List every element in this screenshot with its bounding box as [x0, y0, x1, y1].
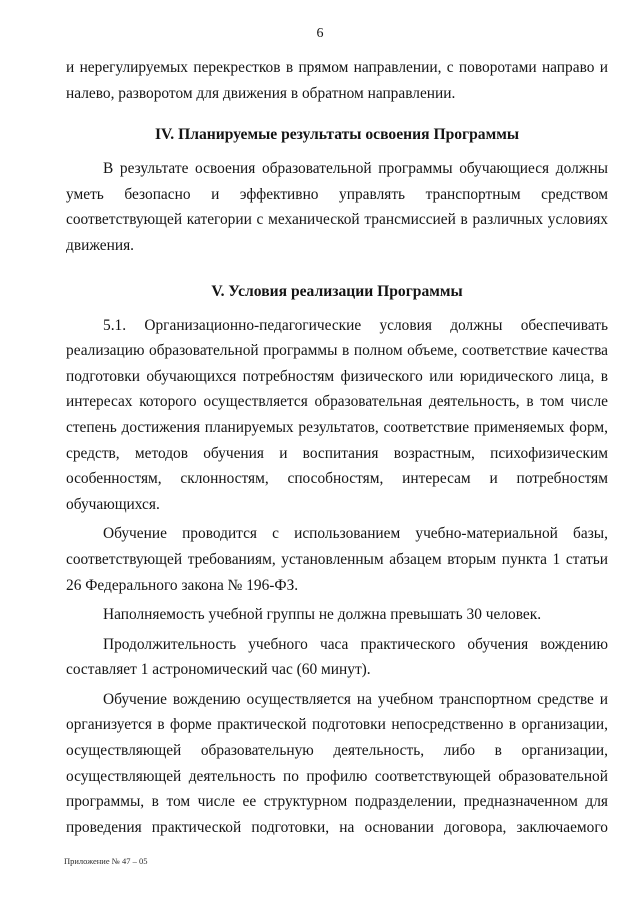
section-5-paragraph-2: Обучение проводится с использованием учебно-материальной базы, соответствующей требованиям, установленным абзацем вторым пункта 1 статьи 26 Федерального закона № 196-ФЗ. [66, 525, 608, 594]
section-5-paragraph-1: 5.1. Организационно-педагогические условия должны обеспечивать реализацию образовательной программы в полном объеме, соответствие качества подготовки обучающихся потребностям физического или юридического лица, в интересах которого осуществляется образовательная деятельность, в том числе степень достижения планируемых результатов, соответствие применяемых форм, средств, методов обучения и воспитания возрастным, психофизическим особенностям, склонностям, способностям, интересам и потребностям обучающихся. [66, 316, 608, 513]
section-5-paragraph-5: Обучение вождению осуществляется на учебном транспортном средстве и организуется в форме практической подготовки непосредственно в организации, осуществляющей образовательную деятельность, либо в организации, осуществляющей деятельность по профилю соответствующей образовательной программы, в том числе ее структурном подразделении, предназначенном для проведения практической подготовки, на основании договора, заключаемого [66, 690, 608, 836]
page-number: 6 [316, 26, 324, 41]
document-body [66, 55, 608, 844]
footer-note: Приложение № 47 – 05 [64, 856, 148, 866]
section-5-paragraph-3: Наполняемость учебной группы не должна превышать 30 человек. [103, 606, 542, 624]
section-4-heading: IV. Планируемые результаты освоения Программы [154, 126, 520, 144]
paragraph-continuation: и нерегулируемых перекрестков в прямом направлении, с поворотами направо и налево, разворотом для движения в обратном направлении. [66, 59, 608, 102]
section-4-paragraph-1: В результате освоения образовательной программы обучающиеся должны уметь безопасно и эффективно управлять транспортным средством соответствующей категории с механической трансмиссией в различных условиях движения. [66, 160, 608, 254]
section-5-heading: V. Условия реализации Программы [211, 282, 463, 300]
section-5-paragraph-4: Продолжительность учебного часа практического обучения вождению составляет 1 астрономический час (60 минут). [66, 635, 608, 679]
